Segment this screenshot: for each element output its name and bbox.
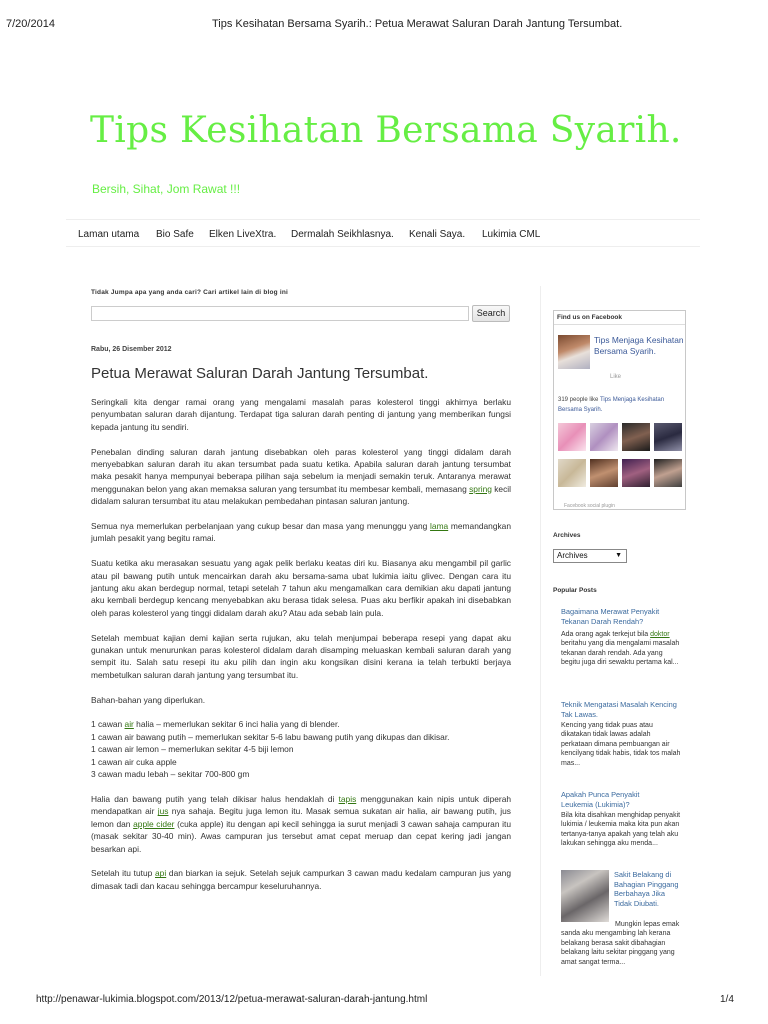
fan-photo[interactable] [558,459,586,487]
popular-post-snippet: Mungkin lepas emak sanda aku mengambing lah kerana belakang berasa sakit dibahagian belakang laitu sekitar pinggang yang amat sangat terma... [561,921,680,966]
search-button[interactable]: Search [472,305,510,322]
nav-item-elken[interactable]: Elken LiveXtra. [209,229,277,240]
post-paragraph: Penebalan dinding saluran darah jantung disebabkan oleh paras kolesterol yang tinggi didalam darah menyebabkan saluran darah itu akan tersumbat pada suatu ketika. Apabila saluran darah jantung tersumbat maka pesakit hanya mempunyai beberapa pilihan saja sebelum ia menjadi semakin teruk. Antaranya merawat menggunakan belon yang akan memaksa saluran yang tersumbat itu membesar kembali, memasang spring kecil didalam saluran tersumbat itu atau melakukan pembedahan pintasan saluran jantung. [91,446,511,507]
post-date: Rabu, 26 Disember 2012 [91,346,172,353]
ingredient-item: 3 cawan madu lebah – sekitar 700-800 gm [91,769,250,780]
popular-posts-title: Popular Posts [553,587,597,594]
nav-bar [66,219,700,247]
popular-post-snippet: Ada orang agak terkejut bila doktor beritahu yang dia mengalami masalah tekanan darah rendah. Ada yang begitu juga diri sewaktu pertama kal... [561,631,680,667]
popular-post-title[interactable]: Teknik Mengatasi Masalah Kencing Tak Lawas. [561,700,677,719]
post-link-api[interactable]: api [155,868,167,879]
archives-select[interactable]: Archives ▼ [553,549,627,563]
archives-title: Archives [553,532,581,539]
popular-post-thumbnail[interactable] [561,870,609,922]
post-paragraph: Semua nya memerlukan perbelanjaan yang cukup besar dan masa yang menunggu yang lama memandangkan jumlah pesakit yang begitu ramai. [91,521,511,544]
ingredient-list: 1 cawan air halia – memerlukan sekitar 6 inci halia yang di blender. 1 cawan air bawang putih – memerlukan sekitar 5-6 labu bawang putih yang dikupas dan dikisar. 1 cawan air lemon – memerlukan sekitar 4-5 biji lemon 1 cawan air cuka apple 3 cawan madu lebah – sekitar 700-800 gm [91,719,450,780]
post-link-air[interactable]: air [124,719,134,730]
blog-title[interactable]: Tips Kesihatan Bersama Syarih. [90,110,682,151]
blog-description: Bersih, Sihat, Jom Rawat !!! [92,182,241,196]
post-paragraph: Suatu ketika aku merasakan sesuatu yang agak pelik berlaku keatas diri ku. Biasanya aku mengambil pil garlic atau pil bawang putih untuk mencairkan darah aku bersama-sama ubat lukimia iaitu glivec. Dengan cara itu jantung aku akan berdegup normal, tetapi setelah 7 tahun aku mengamalkan cara demikian aku dapati jantung aku kembali berdegup kencang menyebabkan aku berasa tidak selesa. Puas aku berfikir apakah ini disebabkan oleh paras kolesterol yang tinggi didalam darah aku? Atau ada sebab lain pula. [91,558,511,618]
post-paragraph: Setelah membuat kajian demi kajian serta rujukan, aku telah menjumpai beberapa resepi yang dapat aku gunakan untuk menurunkan paras kolesterol didalam darah disamping meluaskan kembali saluran darah yang sempit itu. Salah satu resepi itu aku pilih dan ingin aku kongsikan disini kerana ia telah terbukti berjaya membetulkan saluran darah jantung yang tersumbat itu. [91,632,511,680]
nav-item-home[interactable]: Laman utama [78,229,140,240]
facebook-page-link[interactable]: Tips Menjaga Kesihatan Bersama Syarih. [558,397,665,413]
post-body [91,396,511,905]
facebook-plugin-label: Facebook social plugin [564,503,615,509]
fan-photo[interactable] [622,423,650,451]
post-link-lama[interactable]: lama [430,521,449,532]
ingredient-item: 1 cawan air lemon – memerlukan sekitar 4-5 biji lemon [91,744,294,755]
facebook-page-avatar[interactable] [558,335,590,369]
post-link-apple-cider[interactable]: apple cider [133,818,175,829]
post-link-tapis[interactable]: tapis [338,793,357,804]
popular-post-snippet: Kencing yang tidak puas atau dikatakan tidak lawas adalah perkataan dimana pembuangan air kencilyang tidak habis, tidak tos malah mas... [561,722,681,767]
nav-item-biosafe[interactable]: Bio Safe [156,229,194,240]
fan-photo[interactable] [558,423,586,451]
facebook-widget [553,310,686,510]
post-paragraph: Bahan-bahan yang diperlukan. [91,694,206,705]
popular-post-title[interactable]: Sakit Belakang di Bahagian Pinggang Berbahaya Jika Tidak Diubati. [614,870,679,908]
popular-post-link-doktor[interactable]: doktor [650,631,670,638]
post-paragraph: Setelah itu tutup api dan biarkan ia sejuk. Setelah sejuk campurkan 3 cawan madu kedalam campuran jus yang dimasak tadi dan kacau sehingga bercampur keseluruhannya. [91,868,511,891]
print-date: 7/20/2014 [6,18,55,30]
search-label: Tidak Jumpa apa yang anda cari? Cari artikel lain di blog ini [91,289,289,296]
nav-item-dermalah[interactable]: Dermalah Seikhlasnya. [291,229,394,240]
popular-post-title[interactable]: Apakah Punca Penyakit Leukemia (Lukimia)? [561,790,640,809]
ingredient-item: 1 cawan air cuka apple [91,756,177,767]
post-paragraph: Seringkali kita dengar ramai orang yang mengalami masalah paras kolesterol tinggi akhirnya berlaku penyumbatan saluran darah dijantung. Terdapat tiga saluran darah penting di jantung yang memberikan fungsi kepada jantung itu sendiri. [91,397,511,432]
nav-item-kenali[interactable]: Kenali Saya. [409,229,466,240]
print-url: http://penawar-lukimia.blogspot.com/2013/12/petua-merawat-saluran-darah-jantung.html [36,994,428,1005]
print-page-number: 1/4 [720,994,734,1005]
fan-photo[interactable] [654,423,682,451]
fan-photo[interactable] [654,459,682,487]
sidebar-divider [540,286,541,976]
print-page-title: Tips Kesihatan Bersama Syarih.: Petua Merawat Saluran Darah Jantung Tersumbat. [212,18,623,30]
fan-photo[interactable] [590,423,618,451]
popular-post-snippet: Bila kita disahkan menghidap penyakit lukimia / leukemia maka kita pun akan tertanya-tanya apakah yang telah aku lakukan sehingga aku menda... [561,812,681,848]
nav-item-lukimia[interactable]: Lukimia CML [482,229,541,240]
search-input[interactable] [91,306,469,321]
post-link-jus[interactable]: jus [157,806,169,817]
post-title[interactable]: Petua Merawat Saluran Darah Jantung Tersumbat. [91,365,429,382]
facebook-like-button[interactable]: Like [610,374,622,380]
fan-photo[interactable] [622,459,650,487]
ingredient-item: 1 cawan air bawang putih – memerlukan sekitar 5-6 labu bawang putih yang dikupas dan dikisar. [91,731,450,742]
facebook-page-name[interactable]: Tips Menjaga Kesihatan Bersama Syarih. [594,335,684,356]
dropdown-arrow-icon: ▼ [615,552,622,559]
fan-photo[interactable] [590,459,618,487]
post-paragraph: Halia dan bawang putih yang telah dikisar halus hendaklah di tapis menggunakan kain nipis untuk diperah mendapatkan air jus nya sahaja. Begitu juga lemon itu. Masak semua sukatan air halia, air bawang putih, jus lemon dan apple cider (cuka apple) itu dengan api kecil sehingga ia surut menjadi 3 cawan sahaja campuran itu (masak sekitar 30-40 min). Awas campuran jus tersebut amat cepat meruap dan cepat kering jadi jangan besarkan api. [91,793,512,854]
post-link-spring[interactable]: spring [469,483,492,494]
popular-post-title[interactable]: Bagaimana Merawat Penyakit Tekanan Darah Rendah? [561,607,660,626]
facebook-widget-title: Find us on Facebook [554,311,685,325]
facebook-like-count: 319 people like Tips Menjaga Kesihatan Bersama Syarih. [558,397,665,413]
